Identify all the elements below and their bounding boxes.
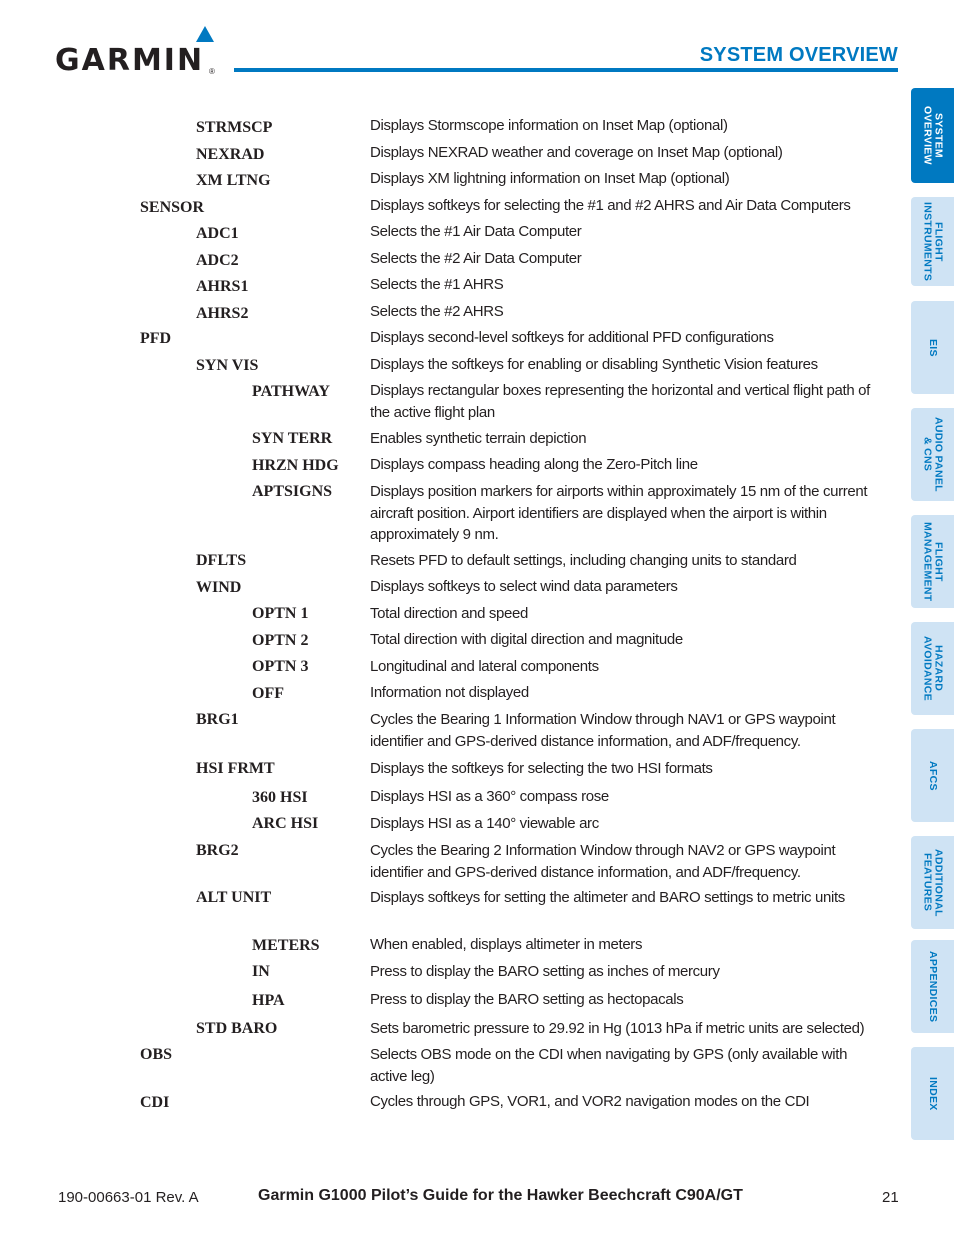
entry-term: STRMSCP xyxy=(196,119,273,136)
entry-description: Displays rectangular boxes representing the horizontal and vertical flight path of the active flight plan xyxy=(370,382,870,421)
entry-description: Press to display the BARO setting as hectopacals xyxy=(370,991,684,1008)
entry-term: HPA xyxy=(252,992,285,1009)
entry-term: XM LTNG xyxy=(196,172,271,189)
tab-appendices[interactable] xyxy=(911,940,954,1033)
tab-flight-instruments[interactable] xyxy=(911,197,954,286)
tab-label: ADDITIONAL FEATURES xyxy=(921,848,945,917)
entry-term: SYN TERR xyxy=(252,430,333,447)
entry-description: Displays softkeys for setting the altimeter and BARO settings to metric units xyxy=(370,889,845,906)
entry-term: PATHWAY xyxy=(252,383,330,400)
tab-audio-panel-cns[interactable] xyxy=(911,408,954,501)
entry-description: Displays second-level softkeys for additional PFD configurations xyxy=(370,329,774,346)
entry-description: Total direction with digital direction and magnitude xyxy=(370,631,683,648)
section-title: SYSTEM OVERVIEW xyxy=(699,44,898,66)
tab-label: INDEX xyxy=(927,1076,939,1111)
entry-description: Displays the softkeys for enabling or disabling Synthetic Vision features xyxy=(370,356,818,373)
entry-description: Displays Stormscope information on Inset Map (optional) xyxy=(370,117,728,134)
entry-term: ALT UNIT xyxy=(196,889,272,906)
entry-description: Information not displayed xyxy=(370,684,529,701)
entry-description: Total direction and speed xyxy=(370,605,529,622)
entry-term: HSI FRMT xyxy=(196,760,275,777)
registered-mark: ® xyxy=(209,67,215,76)
entry-term: PFD xyxy=(140,330,172,347)
entry-term: BRG2 xyxy=(196,842,239,859)
tab-flight-management[interactable] xyxy=(911,515,954,608)
tab-index[interactable] xyxy=(911,1047,954,1140)
entry-description: Sets barometric pressure to 29.92 in Hg (1013 hPa if metric units are selected) xyxy=(370,1020,865,1037)
entry-term: NEXRAD xyxy=(196,146,265,163)
tab-additional-features[interactable] xyxy=(911,836,954,929)
tab-label: FLIGHT MANAGEMENT xyxy=(921,521,945,602)
entry-description: Displays position markers for airports within approximately 15 nm of the current aircraft position. Airport identifiers are displayed when the airport is within approximately 9 nm. xyxy=(370,483,868,543)
entry-description: Displays the softkeys for selecting the two HSI formats xyxy=(370,760,713,777)
doc-number: 190-00663-01 Rev. A xyxy=(58,1189,199,1206)
entry-term: STD BARO xyxy=(196,1020,278,1037)
entry-term: ARC HSI xyxy=(252,815,319,832)
entry-description: Selects OBS mode on the CDI when navigating by GPS (only available with active leg) xyxy=(370,1046,848,1085)
page-number: 21 xyxy=(882,1189,899,1206)
tab-label: APPENDICES xyxy=(927,950,939,1023)
entry-term: SYN VIS xyxy=(196,357,259,374)
header-rule xyxy=(234,68,898,72)
entry-term: OFF xyxy=(252,685,284,702)
entry-description: Cycles the Bearing 1 Information Window through NAV1 or GPS waypoint identifier and GPS-derived distance information, and ADF/frequency. xyxy=(370,711,836,750)
entry-description: Displays compass heading along the Zero-Pitch line xyxy=(370,456,698,473)
entry-term: APTSIGNS xyxy=(252,483,333,500)
entry-term: OPTN 3 xyxy=(252,658,309,675)
tab-eis[interactable] xyxy=(911,301,954,394)
garmin-delta-icon xyxy=(196,26,214,42)
entry-term: 360 HSI xyxy=(252,789,308,806)
entry-term: ADC2 xyxy=(196,252,239,269)
tab-label: HAZARD AVOIDANCE xyxy=(921,636,945,701)
entry-term: CDI xyxy=(140,1094,170,1111)
entry-description: Selects the #1 Air Data Computer xyxy=(370,223,582,240)
tab-label: FLIGHT INSTRUMENTS xyxy=(921,201,945,282)
entry-term: HRZN HDG xyxy=(252,457,339,474)
entry-description: Selects the #2 AHRS xyxy=(370,303,504,320)
tab-hazard-avoidance[interactable] xyxy=(911,622,954,715)
entry-term: AHRS2 xyxy=(196,305,249,322)
tab-system-overview[interactable] xyxy=(911,88,954,183)
entry-description: Displays NEXRAD weather and coverage on Inset Map (optional) xyxy=(370,144,783,161)
entry-description: Displays XM lightning information on Inset Map (optional) xyxy=(370,170,730,187)
entry-description: When enabled, displays altimeter in meters xyxy=(370,936,643,953)
entry-term: METERS xyxy=(252,937,320,954)
entry-description: Displays softkeys for selecting the #1 and #2 AHRS and Air Data Computers xyxy=(370,197,851,214)
tab-label: EIS xyxy=(927,338,939,357)
entry-description: Press to display the BARO setting as inches of mercury xyxy=(370,963,720,980)
entry-description: Longitudinal and lateral components xyxy=(370,658,599,675)
entry-term: BRG1 xyxy=(196,711,239,728)
logo-text: GARMIN xyxy=(55,43,205,78)
garmin-logo xyxy=(55,26,225,78)
entry-term: IN xyxy=(252,963,270,980)
entry-term: OPTN 2 xyxy=(252,632,309,649)
tab-label: SYSTEM OVERVIEW xyxy=(921,106,945,165)
entry-term: OBS xyxy=(140,1046,173,1063)
entry-description: Enables synthetic terrain depiction xyxy=(370,430,587,447)
entry-description: Selects the #1 AHRS xyxy=(370,276,504,293)
entry-description: Cycles the Bearing 2 Information Window through NAV2 or GPS waypoint identifier and GPS-derived distance information, and ADF/frequency. xyxy=(370,842,836,881)
entry-description: Displays HSI as a 360° compass rose xyxy=(370,788,609,805)
entry-description: Selects the #2 Air Data Computer xyxy=(370,250,582,267)
entry-term: SENSOR xyxy=(140,199,205,216)
entry-term: OPTN 1 xyxy=(252,605,309,622)
entry-term: WIND xyxy=(196,579,242,596)
entry-term: ADC1 xyxy=(196,225,239,242)
footer-title: Garmin G1000 Pilot’s Guide for the Hawker Beechcraft C90A/GT xyxy=(258,1187,743,1204)
tab-label: AUDIO PANEL & CNS xyxy=(921,417,945,492)
entry-description: Cycles through GPS, VOR1, and VOR2 navigation modes on the CDI xyxy=(370,1093,810,1110)
entry-description: Resets PFD to default settings, including changing units to standard xyxy=(370,552,797,569)
tab-afcs[interactable] xyxy=(911,729,954,822)
tab-label: AFCS xyxy=(927,760,939,791)
entry-term: DFLTS xyxy=(196,552,247,569)
entry-description: Displays HSI as a 140° viewable arc xyxy=(370,815,599,832)
entry-description: Displays softkeys to select wind data parameters xyxy=(370,578,678,595)
entry-term: AHRS1 xyxy=(196,278,249,295)
